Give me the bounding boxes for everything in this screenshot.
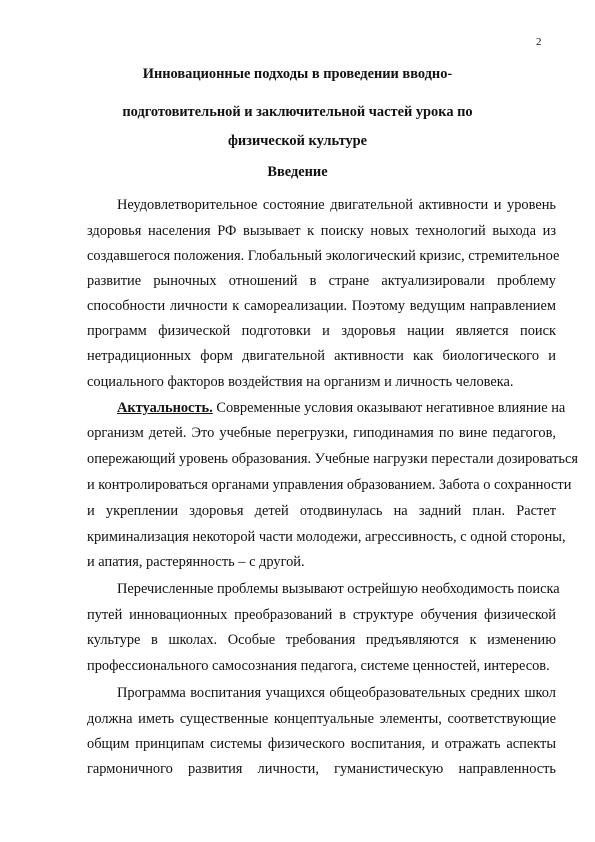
- body-line: способности личности к самореализации. Поэтому ведущим направлением: [87, 298, 556, 314]
- body-line: должна иметь существенные концептуальные элементы, соответствующие: [87, 711, 556, 727]
- body-line: создавшегося положения. Глобальный экологический кризис, стремительное: [87, 248, 560, 264]
- body-line: Программа воспитания учащихся общеобразовательных средних школ: [117, 685, 556, 701]
- body-line: и укреплении здоровья детей отодвинулась на задний план. Растет: [87, 503, 556, 519]
- lead-label: Актуальность.: [117, 400, 213, 416]
- body-line: Перечисленные проблемы вызывают острейшую необходимость поиска: [117, 581, 560, 597]
- body-line: организм детей. Это учебные перегрузки, гиподинамия по вине педагогов,: [87, 425, 556, 441]
- title-line-2: подготовительной и заключительной частей урока по: [122, 104, 473, 120]
- body-line: Неудовлетворительное состояние двигательной активности и уровень: [117, 197, 556, 213]
- page-number: 2: [536, 36, 542, 48]
- body-line: и апатия, растерянность – с другой.: [87, 554, 305, 570]
- body-line: и контролироваться органами управления образованием. Забота о сохранности: [87, 477, 572, 493]
- body-line: социального факторов воздействия на организм и личность человека.: [87, 374, 514, 390]
- body-line: культуре в школах. Особые требования предъявляются к изменению: [87, 632, 556, 648]
- body-line: развитие рыночных отношений в стране актуализировали проблему: [87, 273, 556, 289]
- title-line-3: физической культуре: [227, 133, 368, 149]
- lead-text: Современные условия оказывают негативное влияние на: [216, 400, 566, 416]
- body-line: здоровья населения РФ вызывает к поиску новых технологий выхода из: [87, 223, 556, 239]
- body-line: гармоничного развития личности, гуманистическую направленность: [87, 761, 556, 777]
- body-line: профессионального самосознания педагога, системе ценностей, интересов.: [87, 658, 550, 674]
- title-line-1: Инновационные подходы в проведении вводно-: [142, 66, 453, 82]
- body-line: программ физической подготовки и здоровья нации является поиск: [87, 323, 556, 339]
- body-line: опережающий уровень образования. Учебные нагрузки перестали дозироваться: [87, 451, 578, 467]
- section-heading: Введение: [267, 164, 328, 180]
- body-line: [117, 400, 566, 417]
- body-line: путей инновационных преобразований в структуре обучения физической: [87, 607, 556, 623]
- body-line: нетрадиционных форм двигательной активности как биологического и: [87, 348, 556, 364]
- body-line: криминализация некоторой части молодежи, агрессивность, с одной стороны,: [87, 529, 566, 545]
- body-line: общим принципам системы физического воспитания, и отражать аспекты: [87, 736, 556, 752]
